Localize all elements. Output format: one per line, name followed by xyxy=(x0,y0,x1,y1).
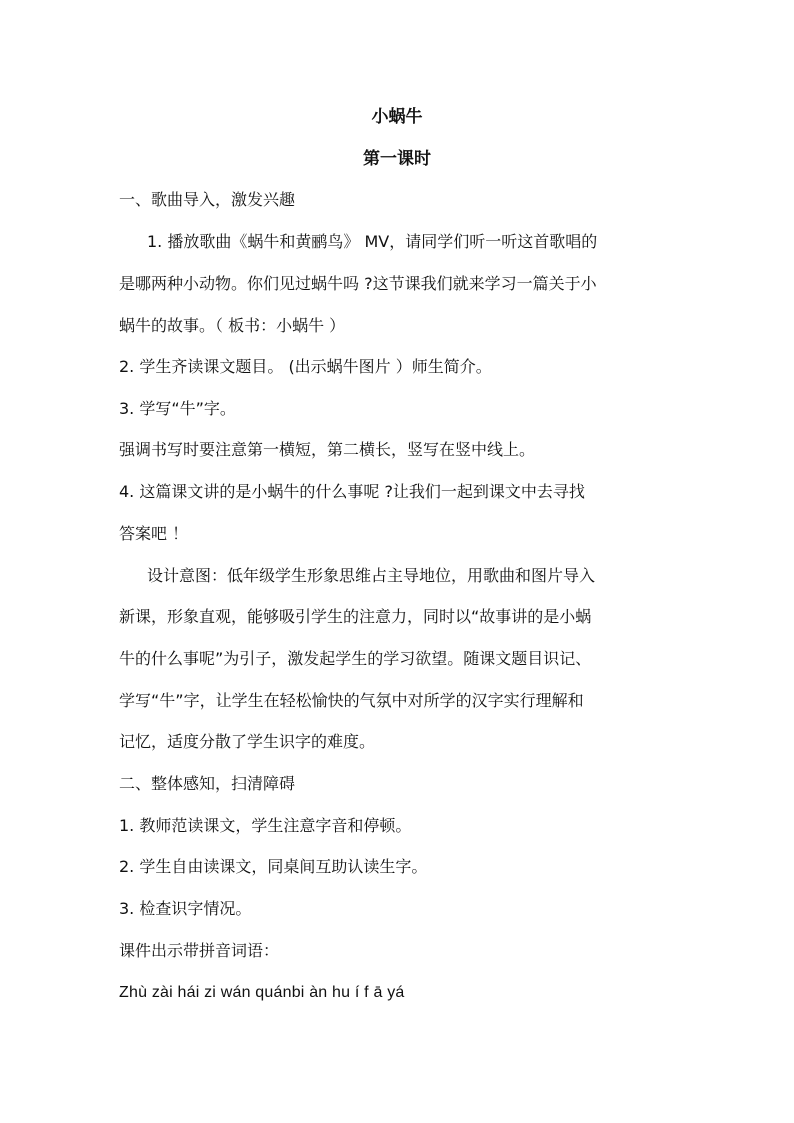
paragraph-line: 答案吧 ！ xyxy=(119,524,189,543)
paragraph-line: 蜗牛的故事。（ 板书：小蜗牛 ） xyxy=(119,316,346,335)
paragraph-line: 2. 学生齐读课文题目。 (出示蜗牛图片 ）师生简介。 xyxy=(119,357,492,376)
paragraph-line: 1. 教师范读课文，学生注意字音和停顿。 xyxy=(119,816,412,835)
paragraph-line: 4. 这篇课文讲的是小蜗牛的什么事呢 ?让我们一起到课文中去寻找 xyxy=(119,482,585,501)
pinyin-line: Zhù zài hái zi wán quánbi àn hu í f ā yá xyxy=(119,984,405,1001)
design-intent-line: 设计意图：低年级学生形象思维占主导地位，用歌曲和图片导入 xyxy=(147,566,596,585)
paragraph-line: 3. 学写“牛”字。 xyxy=(119,399,236,418)
design-intent-line: 新课，形象直观，能够吸引学生的注意力，同时以“故事讲的是小蜗 xyxy=(119,607,592,626)
paragraph-line: 2. 学生自由读课文，同桌间互助认读生字。 xyxy=(119,857,428,876)
paragraph-line: 强调书写时要注意第一横短，第二横长，竖写在竖中线上。 xyxy=(119,440,536,459)
section-heading-2: 二、整体感知，扫清障碍 xyxy=(119,774,296,793)
paragraph-line: 课件出示带拼音词语： xyxy=(119,941,280,960)
section-heading-1: 一、歌曲导入，激发兴趣 xyxy=(119,190,296,209)
paragraph-line: 3. 检查识字情况。 xyxy=(119,899,252,918)
paragraph-line: 是哪两种小动物。你们见过蜗牛吗 ?这节课我们就来学习一篇关于小 xyxy=(119,274,597,293)
document-title: 小蜗牛 xyxy=(371,107,423,127)
design-intent-line: 牛的什么事呢”为引子，激发起学生的学习欲望。随课文题目识记、 xyxy=(119,649,592,668)
design-intent-line: 记忆，适度分散了学生识字的难度。 xyxy=(119,732,376,751)
lesson-subtitle: 第一课时 xyxy=(363,149,431,169)
design-intent-line: 学写“牛”字，让学生在轻松愉快的气氛中对所学的汉字实行理解和 xyxy=(119,691,584,710)
paragraph-line: 1. 播放歌曲《蜗牛和黄鹂鸟》 MV，请同学们听一听这首歌唱的 xyxy=(147,232,598,251)
